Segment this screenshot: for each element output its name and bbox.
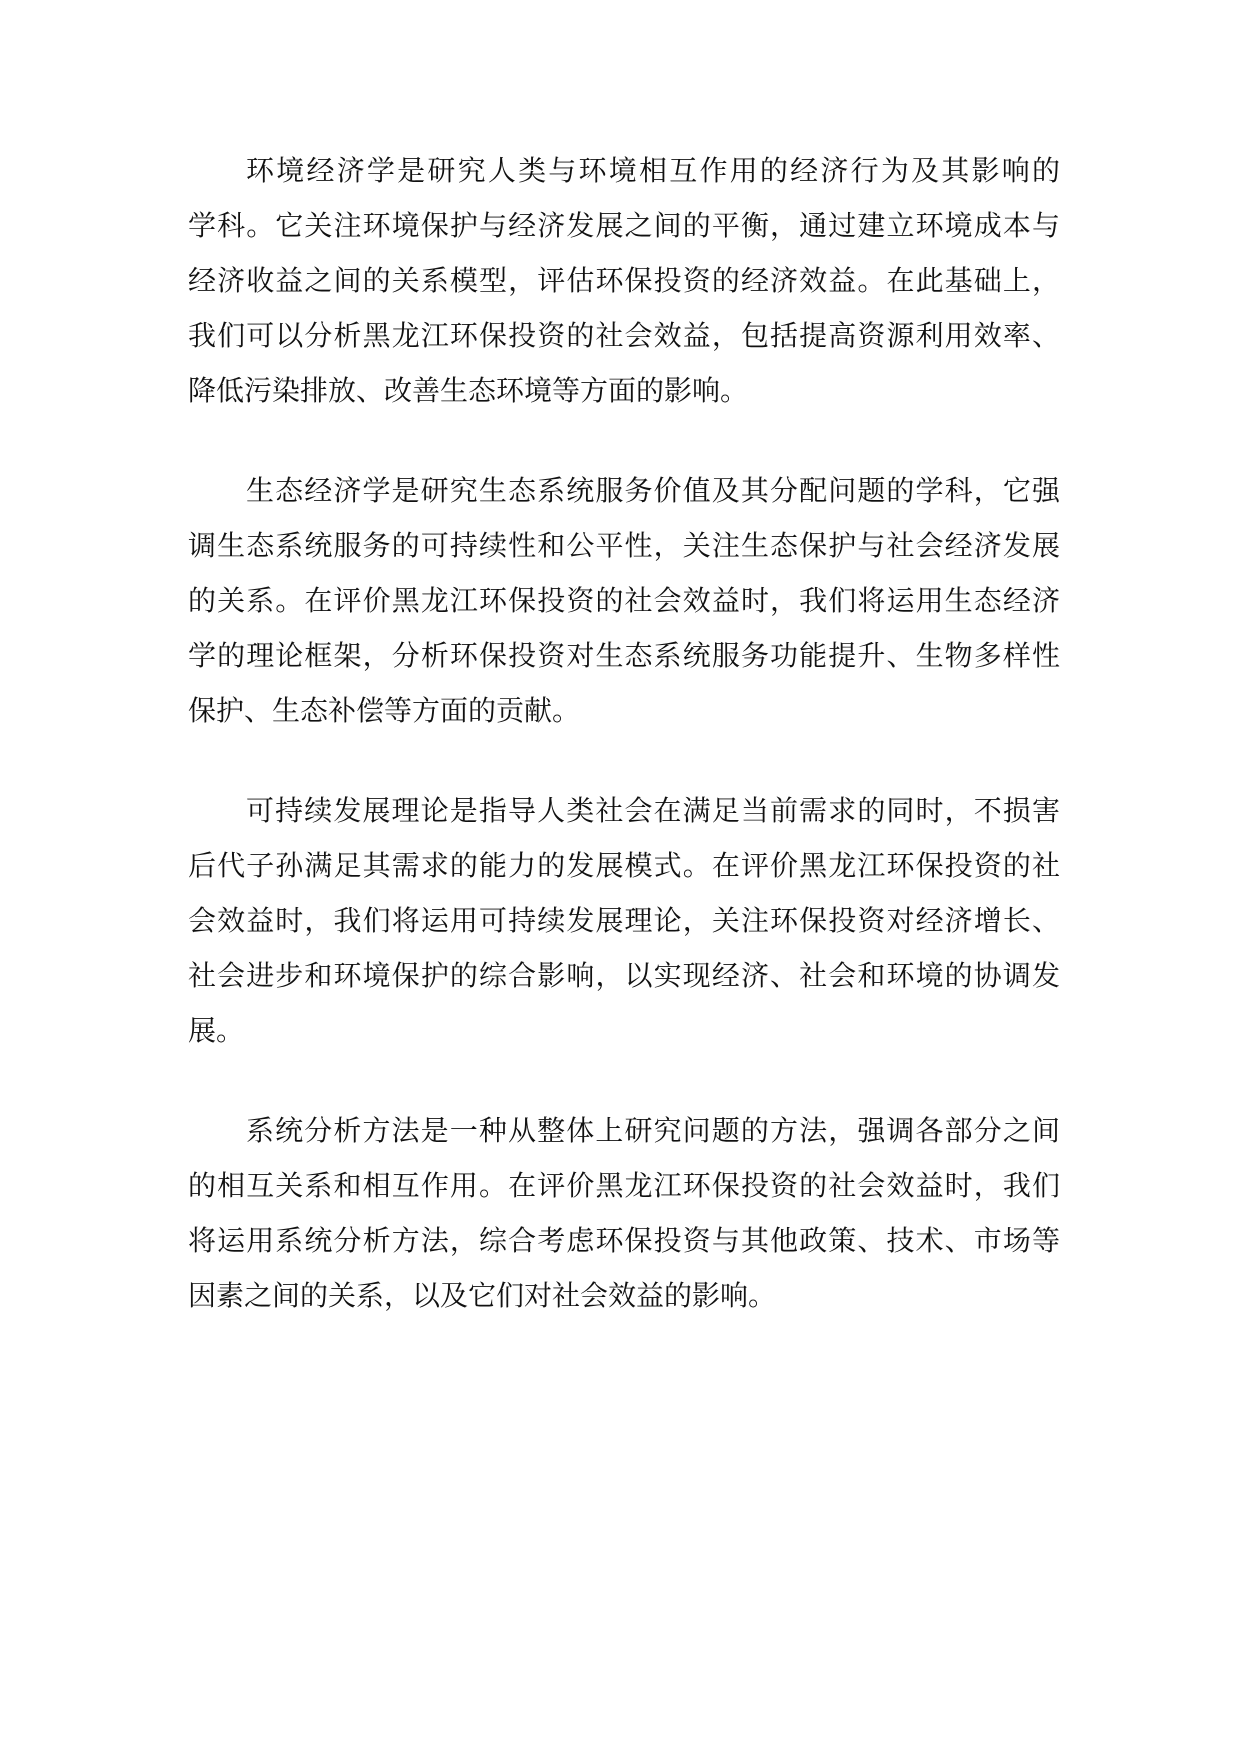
paragraph-3-line-2: 后代子孙满足其需求的能力的发展模式。在评价黑龙江环保投资的社 <box>188 849 1060 882</box>
paragraph-1-line-1: 环境经济学是研究人类与环境相互作用的经济行为及其影响的 <box>246 154 1060 187</box>
paragraph-2-line-1: 生态经济学是研究生态系统服务价值及其分配问题的学科，它强 <box>246 474 1060 507</box>
paragraph-2-line-3: 的关系。在评价黑龙江环保投资的社会效益时，我们将运用生态经济 <box>188 584 1060 617</box>
paragraph-3-line-1: 可持续发展理论是指导人类社会在满足当前需求的同时，不损害 <box>246 794 1060 827</box>
paragraph-4-line-4: 因素之间的关系，以及它们对社会效益的影响。 <box>188 1279 777 1312</box>
paragraph-2-line-5: 保护、生态补偿等方面的贡献。 <box>188 694 581 727</box>
paragraph-1-line-3: 经济收益之间的关系模型，评估环保投资的经济效益。在此基础上， <box>188 264 1060 297</box>
paragraph-1-line-2: 学科。它关注环境保护与经济发展之间的平衡，通过建立环境成本与 <box>188 209 1060 242</box>
paragraph-3-line-3: 会效益时，我们将运用可持续发展理论，关注环保投资对经济增长、 <box>188 904 1060 937</box>
paragraph-3-line-4: 社会进步和环境保护的综合影响，以实现经济、社会和环境的协调发 <box>188 959 1060 992</box>
paragraph-2-line-4: 学的理论框架，分析环保投资对生态系统服务功能提升、生物多样性 <box>188 639 1060 672</box>
paragraph-3-line-5: 展。 <box>188 1014 245 1047</box>
paragraph-1-line-5: 降低污染排放、改善生态环境等方面的影响。 <box>188 374 749 407</box>
paragraph-4-line-2: 的相互关系和相互作用。在评价黑龙江环保投资的社会效益时，我们 <box>188 1169 1060 1202</box>
paragraph-4-line-3: 将运用系统分析方法，综合考虑环保投资与其他政策、技术、市场等 <box>188 1224 1060 1257</box>
paragraph-1-line-4: 我们可以分析黑龙江环保投资的社会效益，包括提高资源利用效率、 <box>188 319 1060 352</box>
paragraph-2-line-2: 调生态系统服务的可持续性和公平性，关注生态保护与社会经济发展 <box>188 529 1060 562</box>
paragraph-4-line-1: 系统分析方法是一种从整体上研究问题的方法，强调各部分之间 <box>246 1114 1060 1147</box>
